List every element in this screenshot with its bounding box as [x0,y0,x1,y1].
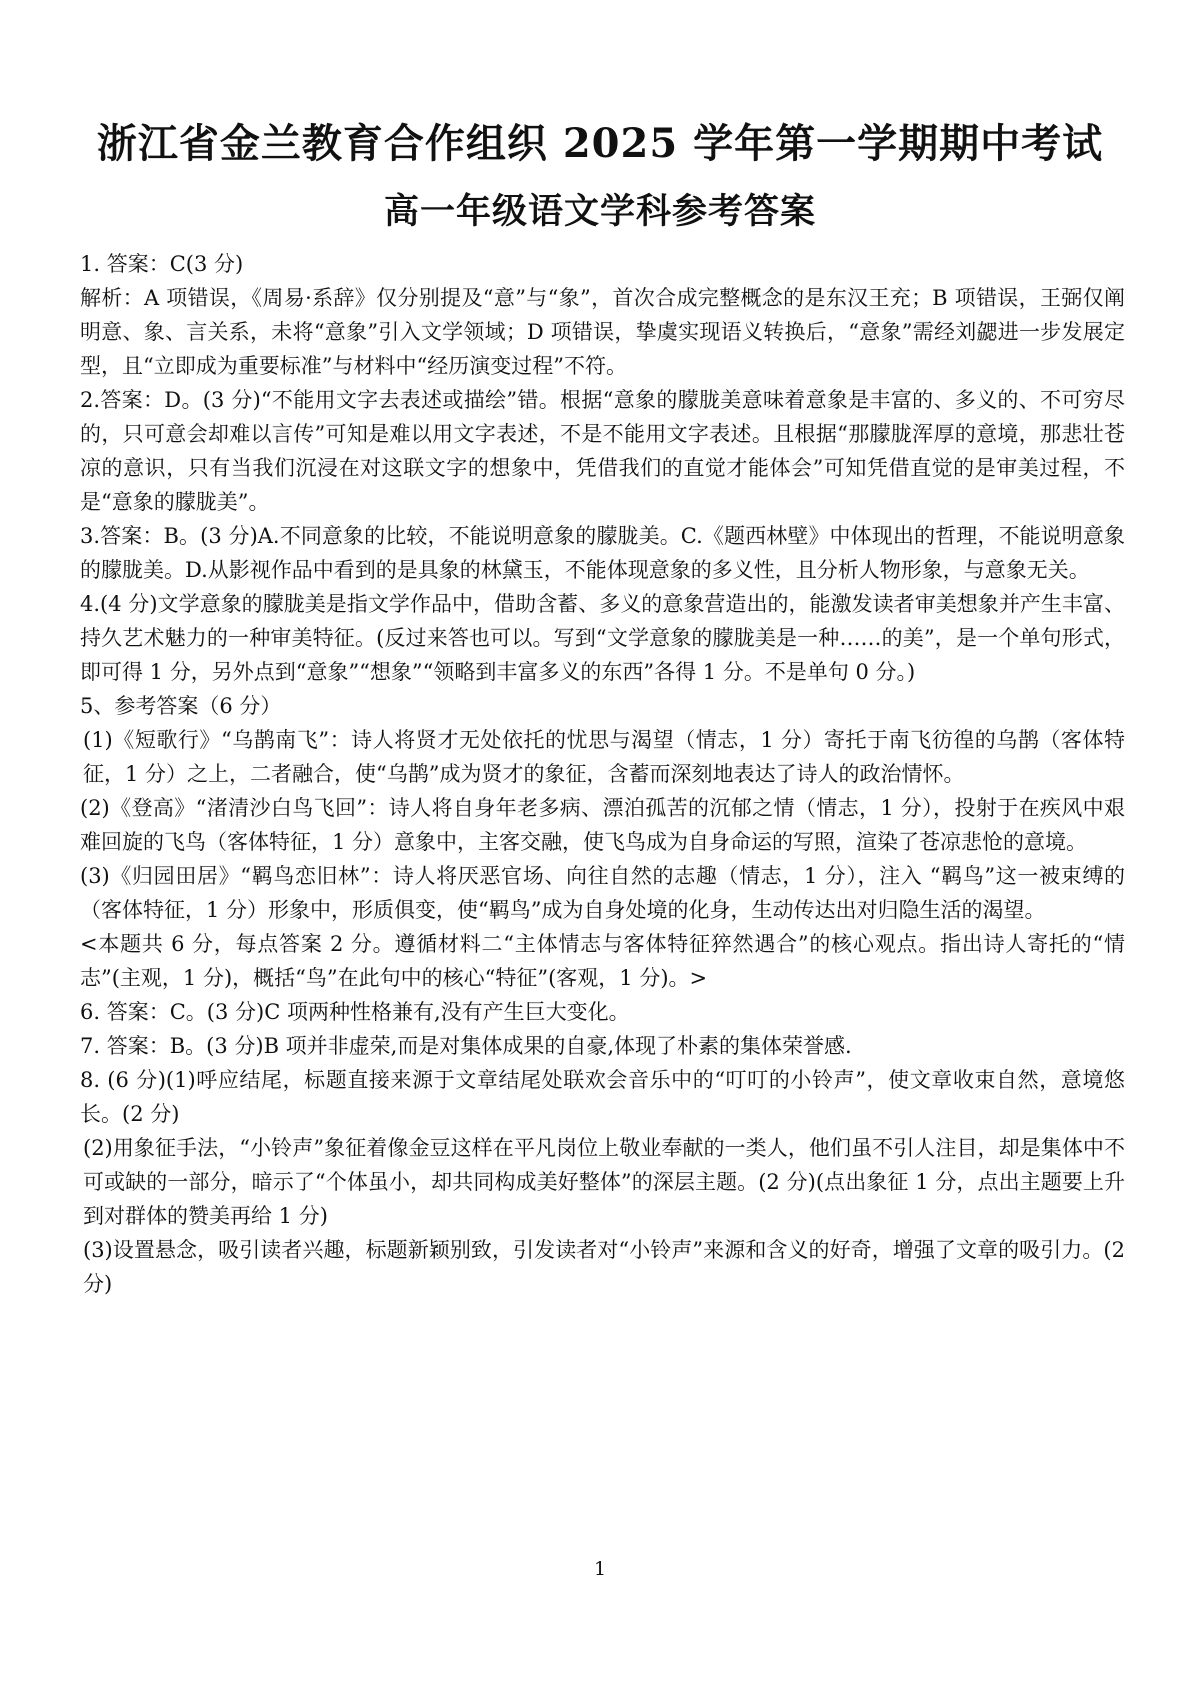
answer-8-part-1: 8. (6 分)(1)呼应结尾，标题直接来源于文章结尾处联欢会音乐中的“叮叮的小铃声”，使文章收束自然，意境悠长。(2 分) [80,1068,1125,1126]
answer-5-heading: 5、参考答案（6 分） [80,694,282,718]
answer-5-scoring-note: <本题共 6 分，每点答案 2 分。遵循材料二“主体情志与客体特征猝然遇合”的核心观点。指出诗人寄托的“情志”(主观，1 分)，概括“鸟”在此句中的核心“特征”(客观，1 分)。> [80,932,1125,990]
answer-5-part-2: (2)《登高》“渚清沙白鸟飞回”：诗人将自身年老多病、漂泊孤苦的沉郁之情（情志，1 分），投射于在疾风中艰难回旋的飞鸟（客体特征，1 分）意象中，主客交融，使飞鸟成为自身命运的写照，渲染了苍凉悲怆的意境。 [80,796,1125,854]
answer-8-part-3: (3)设置悬念，吸引读者兴趣，标题新颖别致，引发读者对“小铃声”来源和含义的好奇，增强了文章的吸引力。(2 分) [83,1238,1125,1296]
answer-5-part-1: (1)《短歌行》“乌鹊南飞”：诗人将贤才无处依托的忧思与渴望（情志，1 分）寄托于南飞彷徨的乌鹊（客体特征，1 分）之上，二者融合，使“乌鹊”成为贤才的象征，含蓄而深刻地表达了诗人的政治情怀。 [83,728,1125,786]
document-title: 浙江省金兰教育合作组织 2025 学年第一学期期中考试 [96,120,1104,167]
answer-content [80,247,1125,1301]
page-number: 1 [593,1558,607,1580]
answer-6: 6. 答案：C。(3 分)C 项两种性格兼有,没有产生巨大变化。 [80,1000,630,1024]
document-subtitle: 高一年级语文学科参考答案 [383,191,816,232]
answer-7: 7. 答案：B。(3 分)B 项并非虚荣,而是对集体成果的自豪,体现了朴素的集体荣誉感. [80,1034,852,1058]
answer-2: 2.答案：D。(3 分)“不能用文字去表述或描绘”错。根据“意象的朦胧美意味着意象是丰富的、多义的、不可穷尽的，只可意会却难以言传”可知是难以用文字表述，不是不能用文字表述。且根据“那朦胧浑厚的意境，那悲壮苍凉的意识，只有当我们沉浸在对这联文字的想象中，凭借我们的直觉才能体会”可知凭借直觉的是审美过程，不是“意象的朦胧美”。 [80,388,1125,514]
answer-5-part-3: (3)《归园田居》“羁鸟恋旧林”：诗人将厌恶官场、向往自然的志趣（情志，1 分），注入 “羁鸟”这一被束缚的（客体特征，1 分）形象中，形质俱变，使“羁鸟”成为自身处境的化身，生动传达出对归隐生活的渴望。 [80,864,1125,922]
answer-4: 4.(4 分)文学意象的朦胧美是指文学作品中，借助含蓄、多义的意象营造出的，能激发读者审美想象并产生丰富、持久艺术魅力的一种审美特征。(反过来答也可以。写到“文学意象的朦胧美是一种……的美”，是一个单句形式，即可得 1 分，另外点到“意象”“想象”“领略到丰富多义的东西”各得 1 分。不是单句 0 分。) [80,592,1125,684]
answer-3: 3.答案：B。(3 分)A.不同意象的比较，不能说明意象的朦胧美。C.《题西林壁》中体现出的哲理，不能说明意象的朦胧美。D.从影视作品中看到的是具象的林黛玉，不能体现意象的多义性，且分析人物形象，与意象无关。 [80,524,1125,582]
answer-8-part-2: (2)用象征手法，“小铃声”象征着像金豆这样在平凡岗位上敬业奉献的一类人，他们虽不引人注目，却是集体中不可或缺的一部分，暗示了“个体虽小，却共同构成美好整体”的深层主题。(2 分)(点出象征 1 分，点出主题要上升到对群体的赞美再给 1 分) [83,1136,1125,1228]
answer-1: 1. 答案：C(3 分) [80,252,244,276]
answer-1-explanation: 解析：A 项错误，《周易·系辞》仅分别提及“意”与“象”，首次合成完整概念的是东汉王充；B 项错误，王弼仅阐明意、象、言关系，未将“意象”引入文学领域；D 项错误，挚虞实现语义转换后，“意象”需经刘勰进一步发展定型，且“立即成为重要标准”与材料中“经历演变过程”不符。 [80,286,1125,378]
